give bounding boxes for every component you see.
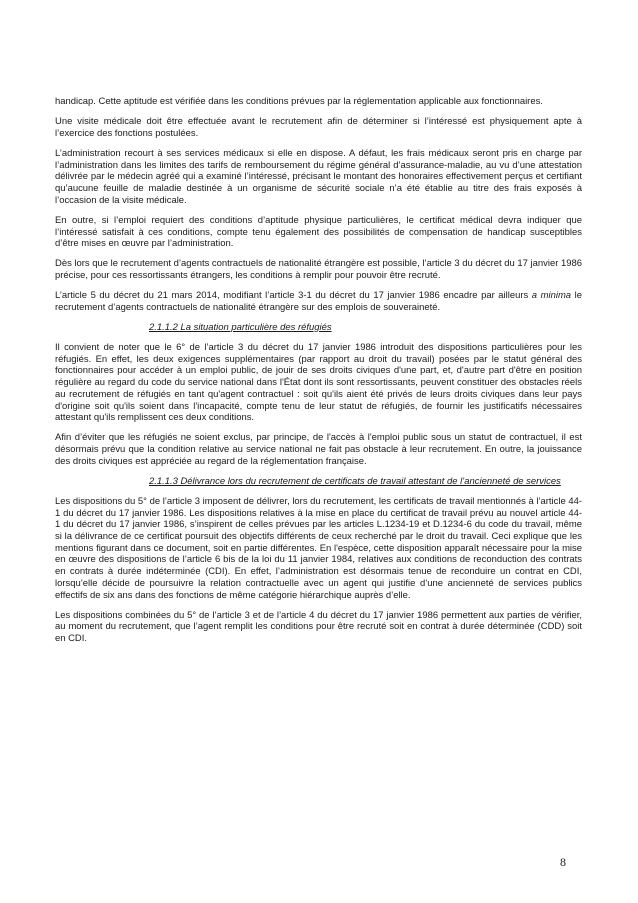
paragraph-refugies-dispositions: Il convient de noter que le 6° de l’article 3 du décret du 17 janvier 1986 introduit des dispositions particulières pour les réfugiés. En effet, les deux exigences supplémentaires (par rapport au droit du travail) posées par le statut général des fonctionnaires pour accéder à un emploi public, de jouir de ses droits civiques d'une part, et, d'autre part d'être en position régulière au regard du code du service national dans l'État dont ils sont ressortissants, peuvent constituer des obstacles réels au recrutement de réfugiés en tant qu'agent contractuel : soit qu'ils aient été privés de leurs droits civiques dans leur pays d'origine soit qu'ils soient dans l'incapacité, compte tenu de leur statut de réfugiés, de fournir les justificatifs nécessaires attestant qu'ils remplissent ces deux conditions. xyxy=(55,341,582,424)
minima-text-before: L’article 5 du décret du 21 mars 2014, modifiant l’article 3-1 du décret du 17 janvier 1986 encadre par ailleurs xyxy=(55,290,532,302)
paragraph-aptitude-physique: En outre, si l’emploi requiert des conditions d’aptitude physique particulières, le certificat médical devra indiquer que l’intéressé satisfait à ces conditions, compte tenu également des possibilités de compensation de handicap susceptibles d’être mises en œuvre par l’administration. xyxy=(55,214,582,250)
paragraph-services-medicaux: L’administration recourt à ses services médicaux si elle en dispose. A défaut, les frais médicaux seront pris en charge par l’administration dans les limites des tarifs de remboursement du régime général d’assurance-maladie, au vu d’une attestation délivrée par le médecin agréé qui a examiné l’intéressé, précisant le montant des honoraires effectivement perçus et certifiant qu’aucune feuille de maladie destinée à un organisme de sécurité sociale n’a été établie au titre des frais exposés à l’occasion de la visite médicale. xyxy=(55,147,582,206)
minima-text-after: le recrutement d’agents contractuels de nationalité étrangère sur des emplois de souveraineté. xyxy=(55,290,582,313)
page-body xyxy=(55,96,582,653)
page-number: 8 xyxy=(560,855,566,869)
section-heading-refugies: 2.1.1.2 La situation particulière des réfugiés xyxy=(149,321,332,333)
paragraph-aptitude: handicap. Cette aptitude est vérifiée dans les conditions prévues par la réglementation applicable aux fonctionnaires. xyxy=(55,96,543,107)
minima-italic: a minima xyxy=(531,290,572,302)
paragraph-visite-medicale: Une visite médicale doit être effectuée avant le recrutement afin de déterminer si l’intéressé est physiquement apte à l’exercice des fonctions postulées. xyxy=(55,116,582,139)
paragraph-nationalite-etrangere: Dès lors que le recrutement d’agents contractuels de nationalité étrangère est possible, l’article 3 du décret du 17 janvier 1986 précise, pour ces ressortissants étrangers, les conditions à remplir pour pouvoir être recruté. xyxy=(55,258,582,281)
paragraph-certificats-travail: Les dispositions du 5° de l’article 3 imposent de délivrer, lors du recrutement, les certificats de travail mentionnés à l’article 44-1 du décret du 17 janvier 1986. Les dispositions relatives à la mise en place du certificat de travail prévu au nouvel article 44-1 du décret du 17 janvier 1986, s’inspirent de celles prévues par les articles L.1234-19 et D.1234-6 du code du travail, même si la délivrance de ce certificat poursuit des objectifs différents de ceux recherché par le droit du travail. Ceci explique que les mentions figurant dans ce document, soit en partie différentes. En l'espèce, cette disposition apparaît nécessaire pour la mise en œuvre des dispositions de l’article 6 bis de la loi du 11 janvier 1984, relatives aux conditions de reconduction des contrats en contrats à durée indéterminée (CDI). En effet, l’administration est désormais tenue de reconduire un contrat en CDI, lorsqu’elle décide de poursuivre la relation contractuelle avec un agent qui justifie d’une ancienneté de services publics effectifs de six ans dans des fonctions de même catégorie hiérarchique auprès d’elle. xyxy=(55,495,582,601)
section-heading-certificats: 2.1.1.3 Délivrance lors du recrutement de certificats de travail attestant de l’ancienneté de services xyxy=(149,475,561,487)
paragraph-dispositions-combinees: Les dispositions combinées du 5° de l’article 3 et de l’article 4 du décret du 17 janvier 1986 permettent aux parties de vérifier, au moment du recrutement, que l’agent remplit les conditions pour être recruté soit en contrat à durée déterminée (CDD) soit en CDI. xyxy=(55,609,582,645)
paragraph-refugies-exclusion: Afin d’éviter que les réfugiés ne soient exclus, par principe, de l'accès à l'emploi public sous un statut de contractuel, il est désormais prévu que la condition relative au service national ne fait pas obstacle à leur recrutement. En outre, la jouissance des droits civiques est appréciée au regard de la réglementation française. xyxy=(55,432,582,467)
paragraph-souverainete xyxy=(55,290,582,313)
